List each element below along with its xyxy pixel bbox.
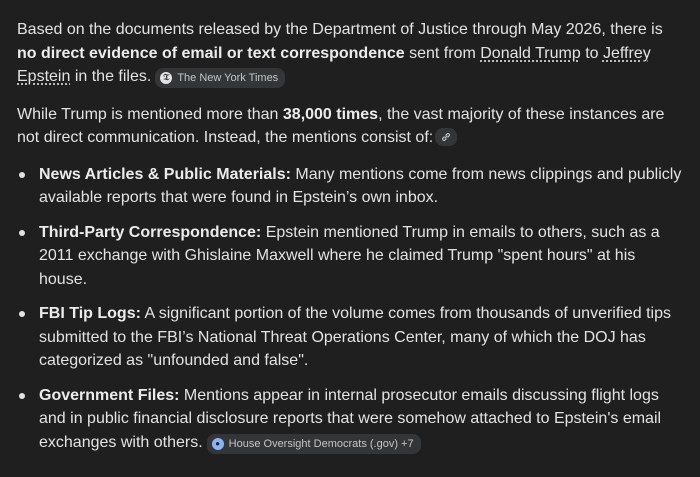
summary-bold: 38,000 times	[282, 105, 379, 123]
entity-link-donald-trump[interactable]: Donald Trump	[480, 44, 581, 62]
list-item	[17, 163, 685, 210]
nyt-logo-icon: 𝔗	[160, 72, 172, 84]
bullet-icon	[19, 172, 25, 178]
list-item-text: A significant portion of the volume comes from thousands of unverified tips submitted to the FBI’s National Threat Operations Center, many of which the DOJ has categorized as "unfounded and false".	[39, 305, 671, 369]
summary-text-1: While Trump is mentioned more than	[17, 105, 283, 123]
source-chip-label: House Oversight Democrats (.gov) +7	[228, 437, 414, 450]
source-chip-label: The New York Times	[177, 72, 279, 84]
list-item-title: FBI Tip Logs:	[39, 305, 141, 322]
bullet-icon	[19, 230, 25, 236]
list-item-text: Mentions appear in internal prosecutor emails discussing flight logs and in public financial disclosure reports that were somehow attached to Epstein's email exchanges with others.	[39, 386, 662, 451]
list-item	[17, 384, 685, 455]
list-item-text: Many mentions come from news clippings and publicly available reports that were found in Epstein’s own inbox.	[39, 165, 682, 206]
intro-text-1: Based on the documents released by the Department of Justice through May 2026, there is	[17, 21, 663, 38]
summary-text-2: , the vast majority of these instances are not direct communication. Instead, the mentions consist of:	[17, 105, 665, 146]
intro-text-2: sent from	[404, 44, 481, 62]
intro-paragraph	[17, 18, 685, 89]
list-item-title: News Articles & Public Materials:	[39, 165, 291, 183]
intro-bold: no direct evidence of email or text correspondence	[17, 44, 405, 62]
link-icon[interactable]	[435, 128, 457, 146]
list-item	[17, 302, 685, 373]
list-item-text: Epstein mentioned Trump in emails to others, such as a 2011 exchange with Ghislaine Maxwell where he claimed Trump "spent hours" at his house.	[39, 223, 660, 288]
intro-text-4: in the files.	[70, 68, 152, 85]
summary-paragraph	[17, 103, 685, 150]
bullet-icon	[19, 393, 25, 399]
entity-link-jeffrey-epstein[interactable]: Jeffrey Epstein	[17, 44, 651, 85]
list-item-title: Government Files:	[39, 386, 180, 404]
mentions-list	[17, 163, 685, 455]
intro-text-3: to	[580, 44, 603, 62]
source-chip-nyt[interactable]	[155, 68, 285, 88]
bullet-icon	[19, 311, 25, 317]
gov-seal-icon: ●	[212, 438, 224, 450]
list-item-title: Third-Party Correspondence:	[39, 223, 262, 241]
source-chip-house-oversight[interactable]	[207, 434, 421, 454]
list-item	[17, 221, 685, 292]
response-content	[17, 18, 685, 465]
